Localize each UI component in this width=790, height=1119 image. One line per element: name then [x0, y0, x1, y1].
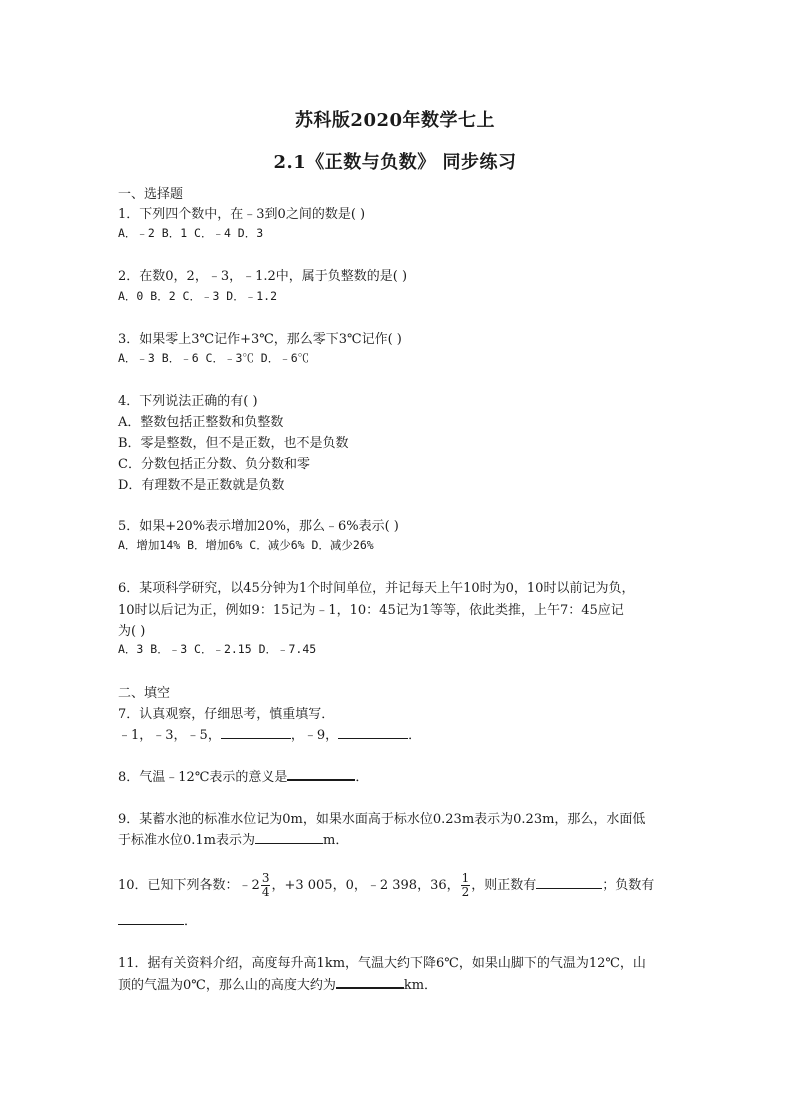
- document-subtitle: 2.1《正数与负数》 同步练习: [273, 152, 517, 173]
- question-3-options: A．﹣3 B．﹣6 C．﹣3℃ D．﹣6℃: [118, 351, 310, 365]
- question-7-blank-2[interactable]: [338, 728, 408, 739]
- question-2-stem: 2．在数0，2，﹣3，﹣1.2中，属于负整数的是( ): [118, 269, 408, 284]
- question-10-blank-negative[interactable]: [118, 914, 184, 925]
- question-6-line-2: 10时以后记为正，例如9：15记为﹣1，10：45记为1等等，依此类推，上午7：45应记: [118, 603, 624, 618]
- question-10-line-2: [118, 910, 197, 929]
- fraction-numerator: 1: [461, 871, 470, 885]
- question-4-option-d: D．有理数不是正数就是负数: [118, 478, 285, 493]
- question-2-options: A．0 B．2 C．﹣3 D．﹣1.2: [118, 289, 278, 303]
- question-7-blank-1[interactable]: [221, 728, 291, 739]
- question-11-blank[interactable]: [336, 977, 404, 989]
- question-10-fraction-2: [461, 872, 471, 899]
- question-10-tail: ，则正数有: [471, 878, 537, 893]
- question-1-options: A．﹣2 B．1 C．﹣4 D．3: [118, 226, 264, 240]
- question-8-text: 8．气温﹣12℃表示的意义是: [118, 770, 288, 785]
- fraction-denominator: 2: [461, 885, 470, 899]
- document-title: 苏科版2020年数学七上: [294, 110, 496, 131]
- section-heading-choice: 一、选择题: [118, 187, 184, 202]
- question-9-text: 于标准水位0.1m表示为: [118, 833, 256, 848]
- question-11-text: 顶的气温为0℃，那么山的高度大约为: [118, 978, 336, 993]
- question-9-line-2: [118, 829, 348, 848]
- question-10-blank-positive[interactable]: [536, 878, 602, 889]
- question-11-unit: km．: [403, 978, 438, 993]
- question-10-line-1: [118, 872, 654, 899]
- question-7-sequence: [118, 724, 421, 743]
- question-4-stem: 4．下列说法正确的有( ): [118, 394, 258, 409]
- question-3-stem: 3．如果零上3℃记作+3℃，那么零下3℃记作( ): [118, 332, 402, 347]
- fraction-numerator: 3: [261, 871, 270, 885]
- question-4-option-a: A．整数包括正整数和负整数: [118, 415, 284, 430]
- question-11-line-2: [118, 974, 437, 993]
- question-6-options: A．3 B．﹣3 C．﹣2.15 D．﹣7.45: [118, 642, 317, 656]
- question-9-line-1: 9．某蓄水池的标准水位记为0m，如果水面高于标水位0.23m表示为0.23m，那么，水面低: [118, 812, 646, 827]
- question-4-option-b: B．零是整数，但不是正数，也不是负数: [118, 436, 349, 451]
- question-10-tail-2: ；负数有: [602, 878, 655, 893]
- question-10-fraction-1: [261, 872, 271, 899]
- question-8: [118, 766, 368, 785]
- question-7-seq-end: ．: [408, 728, 422, 743]
- question-9-blank[interactable]: [255, 833, 323, 844]
- question-1-stem: 1．下列四个数中，在﹣3到0之间的数是( ): [118, 207, 366, 222]
- fraction-denominator: 4: [261, 885, 270, 899]
- question-5-stem: 5．如果+20%表示增加20%，那么﹣6%表示( ): [118, 519, 399, 534]
- question-7-stem: 7．认真观察，仔细思考，慎重填写．: [118, 707, 335, 722]
- question-4-option-c: C．分数包括正分数、负分数和零: [118, 457, 310, 472]
- question-8-blank[interactable]: [287, 769, 355, 781]
- question-5-options: A．增加14% B．增加6% C．减少6% D．减少26%: [118, 538, 374, 552]
- question-9-unit: m．: [323, 833, 349, 848]
- question-8-end: ．: [355, 770, 369, 785]
- question-7-seq-mid: ，﹣9，: [290, 728, 339, 743]
- question-6-line-1: 6．某项科学研究，以45分钟为1个时间单位，并记每天上午10时为0，10时以前记为负，: [118, 581, 635, 596]
- question-10-lead: 10．已知下列各数：﹣2: [118, 878, 260, 893]
- question-7-seq-start: ﹣1，﹣3，﹣5，: [118, 728, 221, 743]
- question-6-line-3: 为( ): [118, 624, 146, 639]
- question-10-end: ．: [184, 914, 198, 929]
- question-10-mid: ，+3 005，0，﹣2 398，36，: [271, 878, 460, 893]
- question-11-line-1: 11．据有关资料介绍，高度每升高1km，气温大约下降6℃，如果山脚下的气温为12℃，山: [118, 956, 646, 971]
- section-heading-fill: 二、填空: [118, 686, 171, 701]
